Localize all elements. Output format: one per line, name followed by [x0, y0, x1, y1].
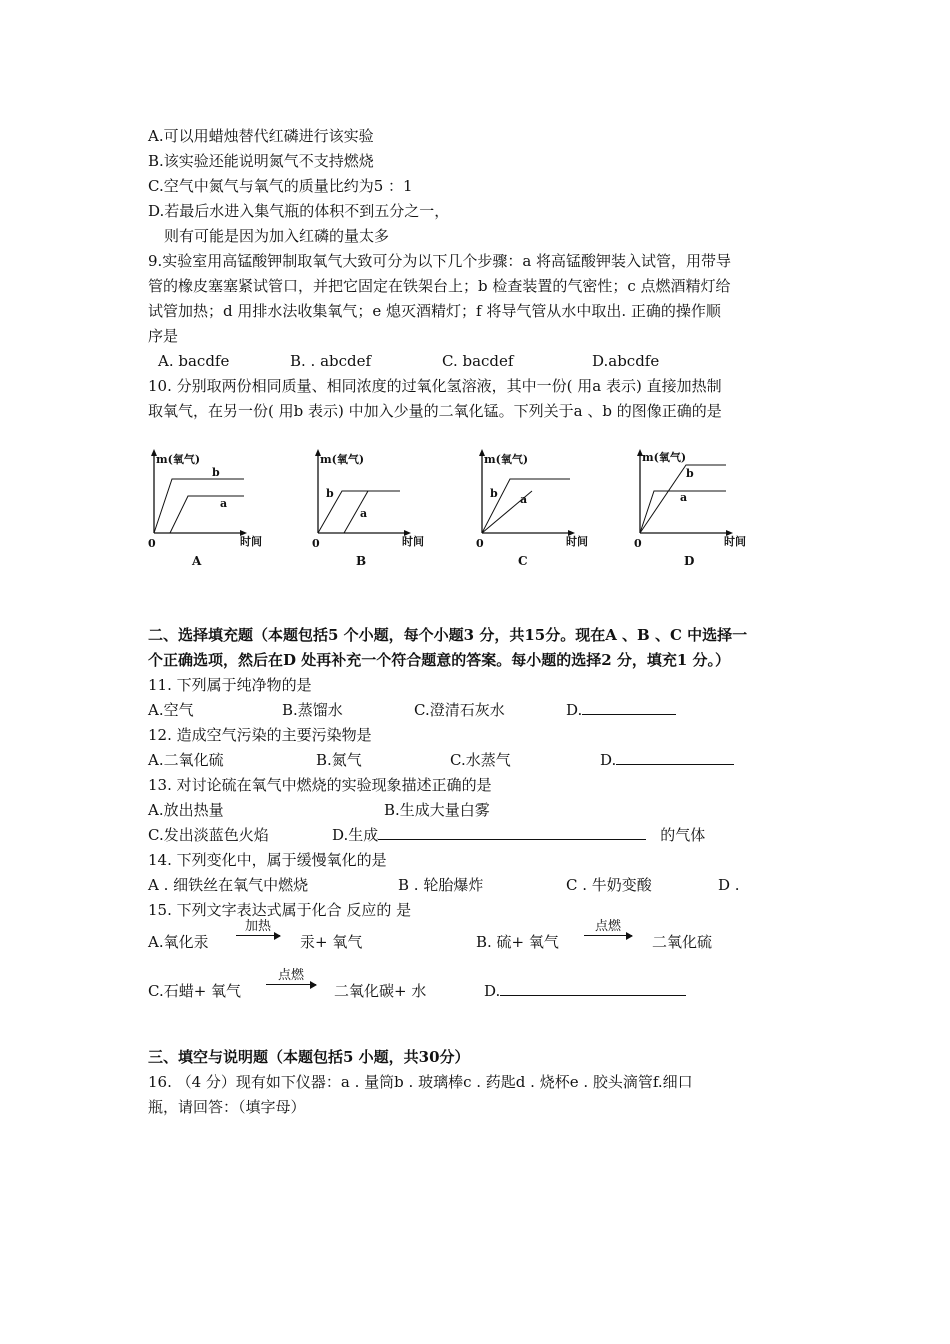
q11-stem: 11. 下列属于纯净物的是 — [148, 676, 312, 694]
q15-b-reactants: B. 硫+ 氧气 — [476, 933, 559, 951]
q10-stem-line1: 10. 分别取两份相同质量、相同浓度的过氧化氢溶液，其中一份( 用a 表示) 直接加热制 — [148, 377, 722, 395]
q12-option-d — [600, 750, 734, 770]
graph-b-series-b: b — [326, 487, 334, 500]
q16-stem-line1: 16. （4 分）现有如下仪器：a . 量筒b . 玻璃棒c . 药匙d . 烧杯e . 胶头滴管f.细口 — [148, 1073, 693, 1091]
q15-c-condition: 点燃 — [277, 968, 304, 983]
graph-b — [312, 445, 442, 570]
q9-option-d: D.abcdfe — [592, 352, 660, 370]
q8-option-c: C.空气中氮气与氧气的质量比约为5 ：1 — [148, 177, 413, 195]
q15-c-reactants: C.石蜡+ 氧气 — [148, 982, 242, 1000]
q12-option-a: A.二氧化硫 — [148, 751, 224, 769]
q14-stem: 14. 下列变化中，属于缓慢氧化的是 — [148, 851, 387, 869]
graph-b-origin: 0 — [312, 537, 320, 550]
q8-option-d-cont: 则有可能是因为加入红磷的量太多 — [164, 227, 390, 245]
q13-option-d-tail: 的气体 — [660, 826, 706, 844]
q13-option-b: B.生成大量白雾 — [384, 801, 490, 819]
graph-b-xlabel: 时间 — [402, 535, 424, 548]
q15-b-condition: 点燃 — [594, 919, 621, 934]
q13-option-a: A.放出热量 — [148, 801, 224, 819]
q9-option-a: A. bacdfe — [158, 352, 230, 370]
graph-c — [476, 445, 606, 570]
right-arrow-icon — [584, 935, 632, 936]
q15-b-product: 二氧化硫 — [652, 933, 713, 951]
graph-a-series-b: b — [212, 466, 220, 479]
q12-option-c: C.水蒸气 — [450, 751, 511, 769]
right-arrow-icon — [266, 984, 316, 985]
q15-stem: 15. 下列文字表达式属于化合 反应的 是 — [148, 901, 412, 919]
q11-option-b: B.蒸馏水 — [282, 701, 343, 719]
graph-b-caption: B — [356, 554, 367, 568]
graph-d-series-b: b — [686, 467, 694, 480]
graph-a — [148, 445, 278, 570]
graph-c-ylabel: m(氧气) — [484, 453, 529, 466]
graph-b-series-a: a — [360, 507, 368, 520]
graph-d-ylabel: m(氧气) — [642, 451, 687, 464]
q9-stem-line3: 试管加热；d 用排水法收集氧气；e 熄灭酒精灯；f 将导气管从水中取出. 正确的操作顺 — [148, 302, 721, 320]
q15-answer-blank[interactable] — [500, 981, 686, 996]
q8-option-b: B.该实验还能说明氮气不支持燃烧 — [148, 152, 374, 170]
graph-d-caption: D — [684, 554, 695, 568]
q12-option-b: B.氮气 — [316, 751, 362, 769]
q9-option-b: B. . abcdef — [290, 352, 372, 370]
q14-option-b: B . 轮胎爆炸 — [398, 876, 484, 894]
graph-c-origin: 0 — [476, 537, 484, 550]
q13-option-d — [332, 825, 705, 845]
q15-a-condition: 加热 — [244, 919, 271, 934]
graph-a-series-a: a — [220, 497, 228, 510]
graph-a-origin: 0 — [148, 537, 156, 550]
q9-option-c: C. bacdef — [442, 352, 514, 370]
q11-answer-blank[interactable] — [582, 700, 676, 715]
q15-a-products: 汞+ 氧气 — [300, 933, 363, 951]
q13-option-c: C.发出淡蓝色火焰 — [148, 826, 269, 844]
graph-a-caption: A — [192, 554, 202, 568]
q14-option-d: D . — [718, 876, 740, 894]
section2-title-line1: 二、选择填充题（本题包括5 个小题，每个小题3 分，共15分。现在A 、B 、C 中选择一 — [148, 626, 748, 644]
q15-c-products: 二氧化碳+ 水 — [334, 982, 427, 1000]
q15-c-arrow — [266, 969, 316, 985]
q11-option-d-label: D. — [566, 701, 583, 719]
q14-option-c: C . 牛奶变酸 — [566, 876, 652, 894]
q13-stem: 13. 对讨论硫在氧气中燃烧的实验现象描述正确的是 — [148, 776, 492, 794]
graph-c-series-b: b — [490, 487, 498, 500]
section3-title: 三、填空与说明题（本题包括5 小题，共30分） — [148, 1048, 470, 1066]
section2-title-line2: 个正确选项，然后在D 处再补充一个符合题意的答案。每小题的选择2 分，填充1 分。） — [148, 651, 731, 669]
q11-option-d — [566, 700, 676, 720]
q11-option-a: A.空气 — [148, 701, 194, 719]
q15-option-d-label: D. — [484, 982, 501, 1000]
q10-stem-line2: 取氧气，在另一份( 用b 表示) 中加入少量的二氧化锰。下列关于a 、b 的图像正确的是 — [148, 402, 722, 420]
right-arrow-icon — [236, 935, 280, 936]
q9-stem-line4: 序是 — [148, 327, 179, 345]
q9-stem-line1: 9.实验室用高锰酸钾制取氧气大致可分为以下几个步骤：a 将高锰酸钾装入试管，用带导 — [148, 252, 732, 270]
q15-a-reactant: A.氧化汞 — [148, 933, 209, 951]
graph-c-caption: C — [518, 554, 528, 568]
q15-a-arrow — [236, 920, 280, 936]
q13-option-d-label: D.生成 — [332, 826, 379, 844]
graph-a-ylabel: m(氧气) — [156, 453, 201, 466]
q16-stem-line2: 瓶，请回答：（填字母） — [148, 1098, 306, 1116]
q12-option-d-label: D. — [600, 751, 617, 769]
q14-option-a: A . 细铁丝在氧气中燃烧 — [148, 876, 309, 894]
graph-d-origin: 0 — [634, 537, 642, 550]
graph-d-series-a: a — [680, 491, 688, 504]
q9-stem-line2: 管的橡皮塞塞紧试管口，并把它固定在铁架台上；b 检查装置的气密性；c 点燃酒精灯给 — [148, 277, 731, 295]
graph-a-xlabel: 时间 — [240, 535, 262, 548]
graph-b-ylabel: m(氧气) — [320, 453, 365, 466]
q15-option-d — [484, 981, 686, 1001]
q15-b-arrow — [584, 920, 632, 936]
graph-c-series-a: a — [520, 493, 528, 506]
q12-answer-blank[interactable] — [616, 750, 734, 765]
q13-answer-blank[interactable] — [378, 825, 646, 840]
q8-option-a: A.可以用蜡烛替代红磷进行该实验 — [148, 127, 374, 145]
graph-d — [634, 445, 764, 570]
graph-c-xlabel: 时间 — [566, 535, 588, 548]
q12-stem: 12. 造成空气污染的主要污染物是 — [148, 726, 372, 744]
q11-option-c: C.澄清石灰水 — [414, 701, 505, 719]
graph-d-xlabel: 时间 — [724, 535, 746, 548]
q8-option-d: D.若最后水进入集气瓶的体积不到五分之一， — [148, 202, 450, 220]
